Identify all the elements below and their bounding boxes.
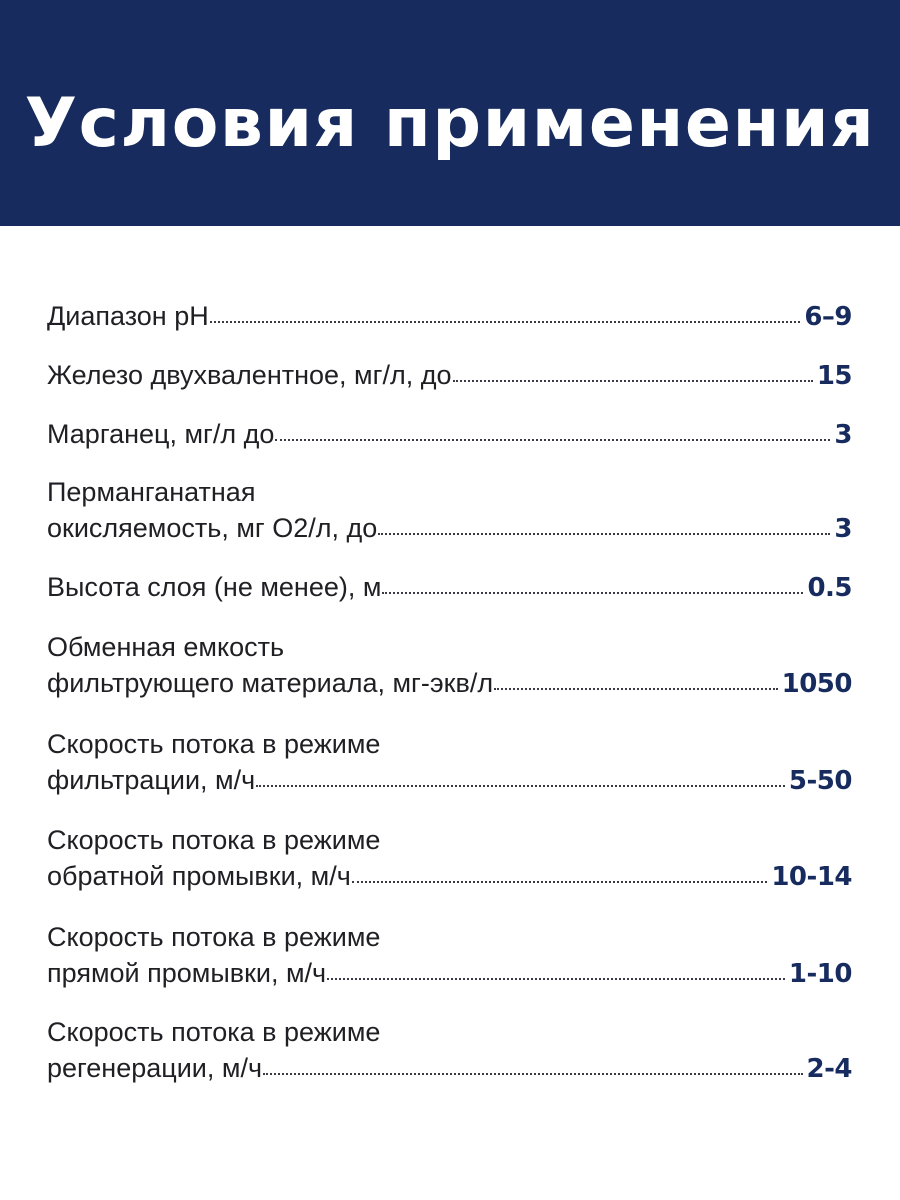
dot-leader bbox=[210, 321, 801, 323]
dot-leader bbox=[378, 533, 830, 535]
spec-row-layer-height bbox=[47, 569, 852, 606]
spec-label: Железо двухвалентное, мг/л, до bbox=[47, 360, 452, 390]
spec-row-forward-rinse-rate bbox=[47, 919, 852, 992]
spec-label-line1: Скорость потока в режиме bbox=[47, 922, 381, 952]
spec-value: 5-50 bbox=[788, 766, 852, 796]
spec-row-exchange-capacity bbox=[47, 629, 852, 702]
spec-label: прямой промывки, м/ч bbox=[47, 958, 327, 988]
spec-label: Высота слоя (не менее), м bbox=[47, 572, 382, 602]
dot-leader bbox=[494, 688, 778, 690]
spec-label: окисляемость, мг O2/л, до bbox=[47, 513, 378, 543]
spec-label: Марганец, мг/л до bbox=[47, 419, 275, 449]
spec-value: 0.5 bbox=[807, 573, 852, 603]
spec-row-manganese bbox=[47, 416, 852, 453]
spec-label: Диапазон pH bbox=[47, 301, 209, 331]
spec-value: 10-14 bbox=[771, 862, 852, 892]
spec-label-line1: Скорость потока в режиме bbox=[47, 729, 381, 759]
spec-label: фильтрующего материала, мг-экв/л bbox=[47, 668, 494, 698]
spec-label: фильтрации, м/ч bbox=[47, 765, 256, 795]
dot-leader bbox=[263, 1073, 802, 1075]
spec-label-line1: Перманганатная bbox=[47, 477, 256, 507]
header-banner bbox=[0, 0, 900, 226]
spec-row-ph-range bbox=[47, 298, 852, 335]
dot-leader bbox=[382, 592, 803, 594]
spec-value: 6–9 bbox=[804, 302, 852, 332]
spec-value: 1-10 bbox=[788, 959, 852, 989]
dot-leader bbox=[275, 439, 830, 441]
spec-row-permanganate bbox=[47, 474, 852, 547]
spec-row-backwash-rate bbox=[47, 822, 852, 895]
spec-value: 15 bbox=[816, 361, 852, 391]
spec-label-line1: Скорость потока в режиме bbox=[47, 1017, 381, 1047]
spec-row-iron bbox=[47, 357, 852, 394]
spec-row-filtration-rate bbox=[47, 726, 852, 799]
spec-value: 1050 bbox=[781, 669, 852, 699]
spec-value: 3 bbox=[834, 514, 852, 544]
spec-label: обратной промывки, м/ч bbox=[47, 861, 351, 891]
dot-leader bbox=[327, 978, 785, 980]
dot-leader bbox=[453, 380, 813, 382]
dot-leader bbox=[256, 785, 785, 787]
spec-label-line1: Обменная емкость bbox=[47, 632, 285, 662]
spec-label: регенерации, м/ч bbox=[47, 1053, 263, 1083]
spec-value: 2-4 bbox=[806, 1054, 852, 1084]
spec-value: 3 bbox=[834, 420, 852, 450]
spec-row-regeneration-rate bbox=[47, 1014, 852, 1087]
page-title: Условия применения bbox=[24, 84, 876, 163]
dot-leader bbox=[352, 881, 768, 883]
spec-label-line1: Скорость потока в режиме bbox=[47, 825, 381, 855]
